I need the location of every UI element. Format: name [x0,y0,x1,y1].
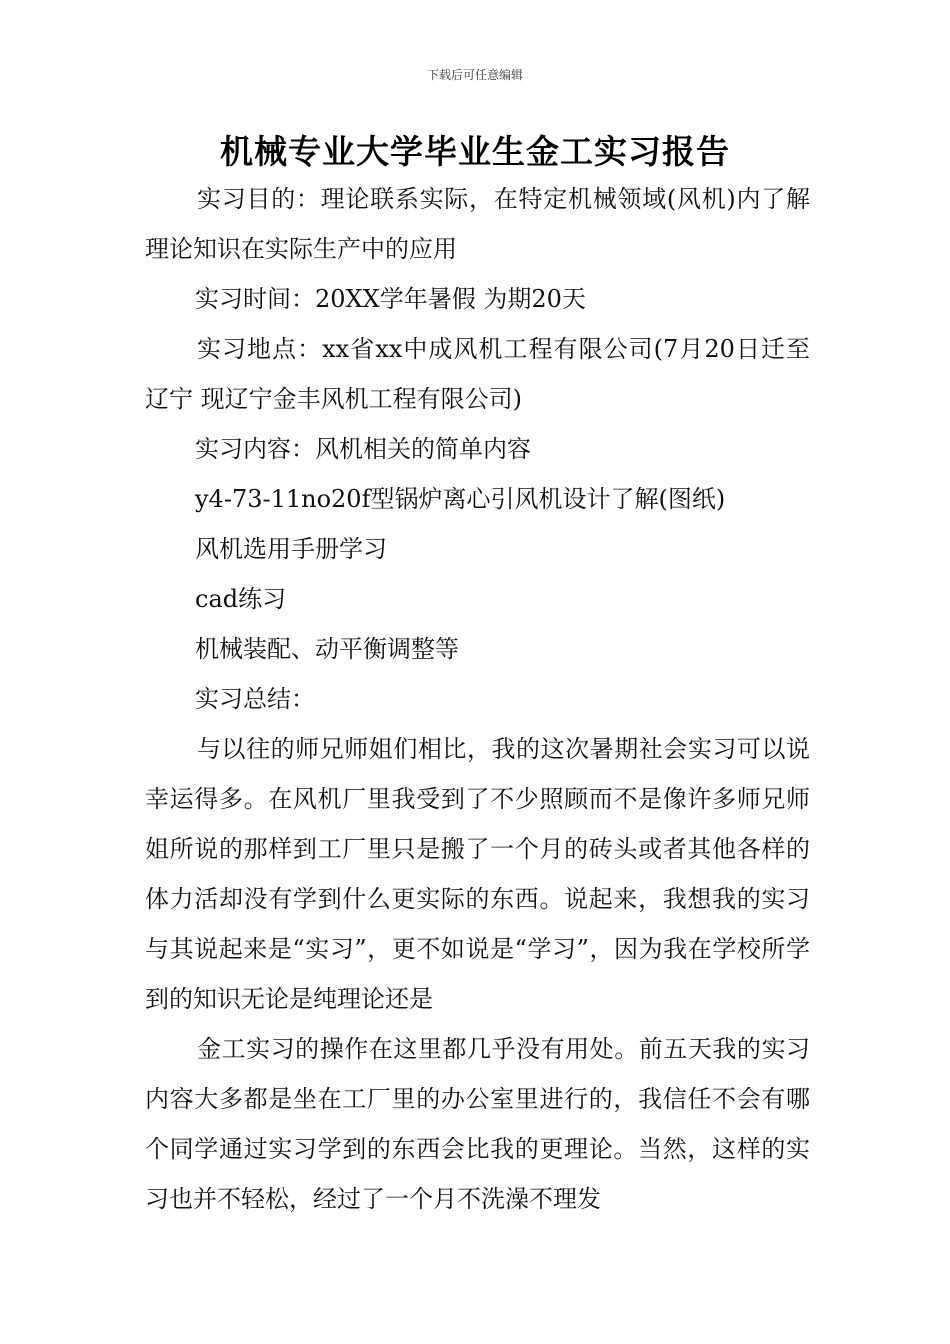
paragraph-content-item-3: cad练习 [195,585,287,613]
paragraph-summary-1: 与以往的师兄师姐们相比，我的这次暑期社会实习可以说幸运得多。在风机厂里我受到了不少照顾而不是像许多师兄师姐所说的那样到工厂里只是搬了一个月的砖头或者其他各样的体力活却没有学到什么更实际的东西。说起来，我想我的实习与其说起来是“实习”，更不如说是“学习”，因为我在学校所学到的知识无论是纯理论还是 [145,735,810,1013]
paragraph-time: 实习时间：20XX学年暑假 为期20天 [195,285,586,313]
document-body [145,174,810,1224]
document-title: 机械专业大学毕业生金工实习报告 [220,132,730,171]
paragraph-content-item-2: 风机选用手册学习 [195,535,387,563]
paragraph-purpose: 实习目的：理论联系实际，在特定机械领域(风机)内了解理论知识在实际生产中的应用 [145,185,810,263]
header-note: 下载后可任意编辑 [426,68,523,82]
paragraph-summary-2: 金工实习的操作在这里都几乎没有用处。前五天我的实习内容大多都是坐在工厂里的办公室里进行的，我信任不会有哪个同学通过实习学到的东西会比我的更理论。当然，这样的实习也并不轻松，经过了一个月不洗澡不理发 [145,1035,810,1213]
paragraph-content: 实习内容：风机相关的简单内容 [195,435,531,463]
paragraph-content-item-4: 机械装配、动平衡调整等 [195,635,459,663]
paragraph-content-item-1: y4-73-11no20f型锅炉离心引风机设计了解(图纸) [195,485,726,513]
paragraph-summary-heading: 实习总结： [195,685,315,713]
paragraph-location: 实习地点：xx省xx中成风机工程有限公司(7月20日迁至辽宁 现辽宁金丰风机工程有限公司) [145,335,810,413]
